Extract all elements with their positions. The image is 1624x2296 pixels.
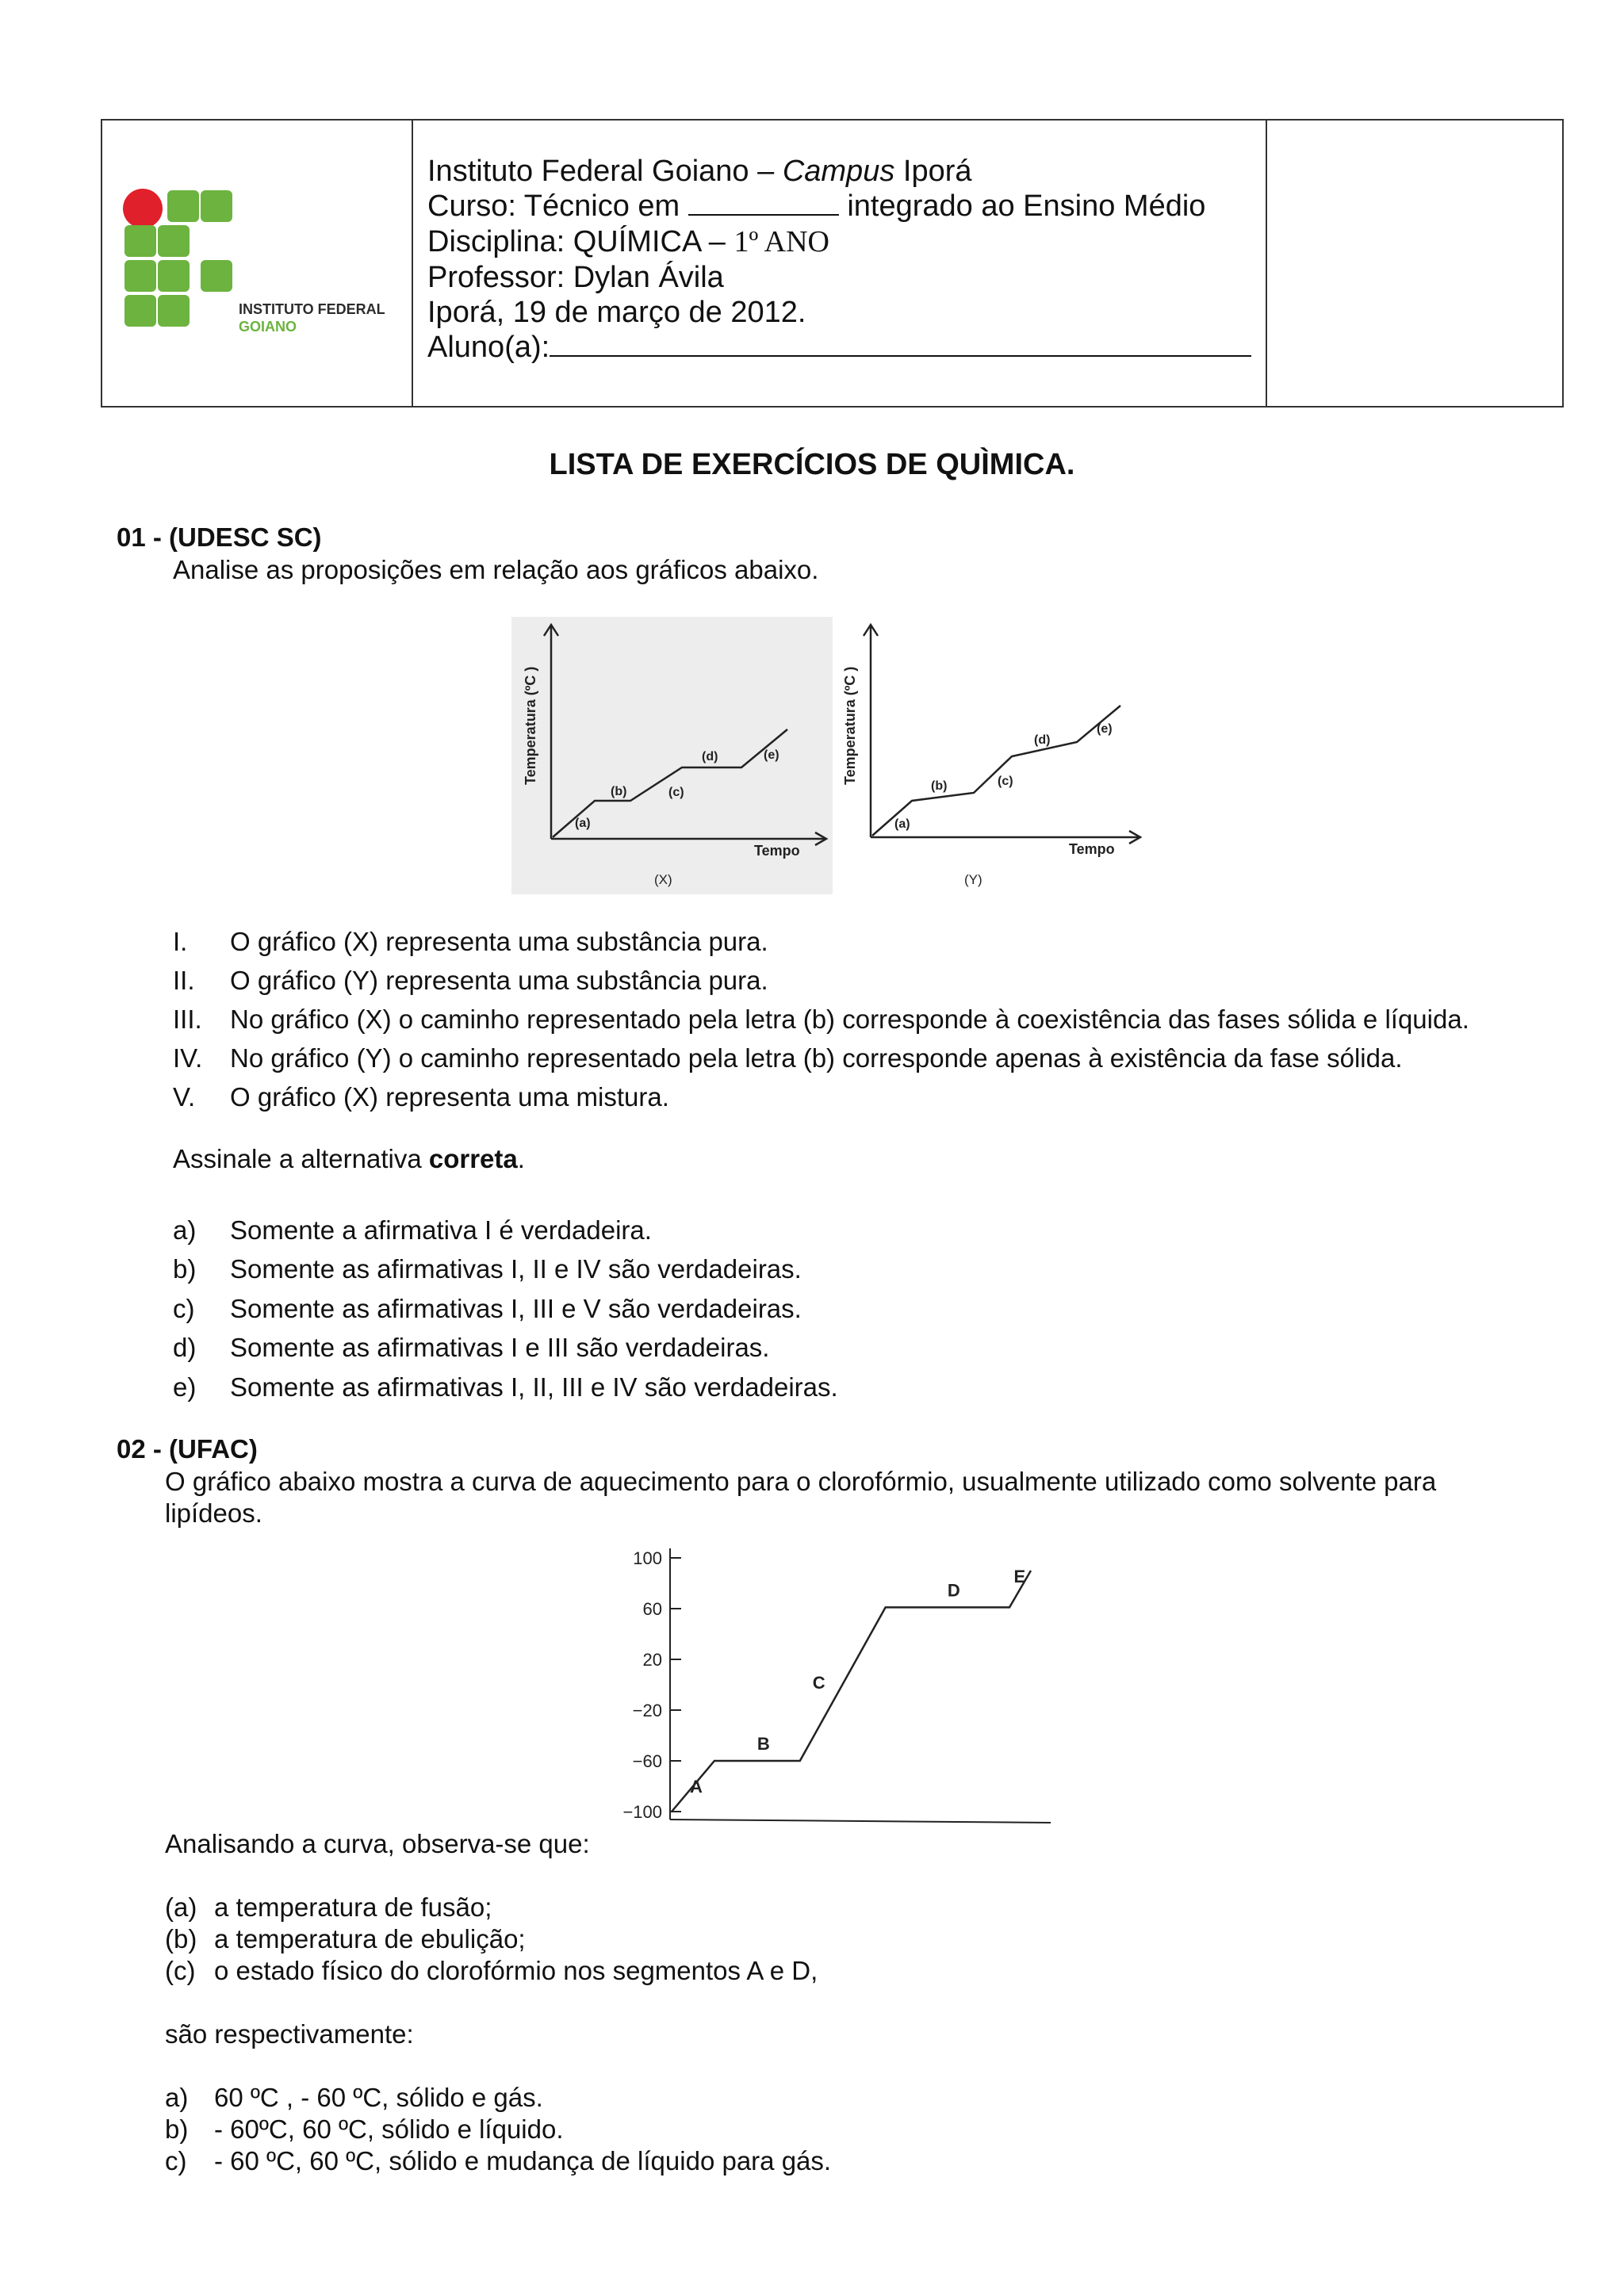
- q1-intro: Analise as proposições em relação aos gráficos abaixo.: [173, 555, 819, 584]
- graph-x-label-a: (a): [575, 817, 591, 830]
- chart-x-axis: [670, 1820, 1051, 1823]
- y-tick-label: 100: [633, 1548, 662, 1568]
- q2-intro-line1: O gráfico abaixo mostra a curva de aquecimento para o clorofórmio, usualmente utilizado como solvente para: [165, 1467, 1437, 1496]
- header-table: [101, 119, 1564, 408]
- graph-y-label-e: (e): [1097, 722, 1113, 736]
- heating-curve-chart: [611, 1534, 1055, 1831]
- graph-x-ylabel: Temperatura (ºC ): [523, 666, 538, 785]
- proposition-num: I.: [173, 927, 188, 956]
- proposition-text: O gráfico (X) representa uma mistura.: [230, 1082, 669, 1112]
- proposition-num: V.: [173, 1082, 196, 1112]
- proposition-text: O gráfico (Y) representa uma substância pura.: [230, 966, 768, 995]
- option-text[interactable]: - 60ºC, 60 ºC, sólido e líquido.: [214, 2114, 564, 2144]
- segment-label-a: A: [689, 1777, 703, 1797]
- discipline-line: Disciplina: QUÍMICA – 1º ANO: [427, 225, 829, 258]
- q1-instruction: Assinale a alternativa correta.: [173, 1144, 525, 1173]
- heating-curve-line: [672, 1571, 1031, 1812]
- item-text: a temperatura de ebulição;: [214, 1924, 526, 1954]
- professor-line: Professor: Dylan Ávila: [427, 261, 724, 294]
- graph-x: [511, 617, 833, 894]
- proposition-text: No gráfico (Y) o caminho representado pela letra (b) corresponde apenas à existência da fase sólida.: [230, 1043, 1403, 1073]
- graph-y-label-c: (c): [998, 775, 1013, 788]
- option-letter[interactable]: c): [173, 1294, 195, 1323]
- page-title: LISTA DE EXERCÍCIOS DE QUÌMICA.: [549, 448, 1075, 481]
- logo-text-line1: INSTITUTO FEDERAL: [239, 301, 385, 317]
- segment-label-b: B: [756, 1734, 770, 1754]
- option-text[interactable]: Somente as afirmativas I, III e V são verdadeiras.: [230, 1294, 802, 1323]
- graph-y: [831, 617, 1148, 894]
- graph-y-label-d: (d): [1034, 733, 1051, 747]
- graph-y-label-b: (b): [931, 779, 948, 793]
- option-letter[interactable]: c): [165, 2146, 187, 2175]
- logo-text-line2: GOIANO: [239, 319, 297, 335]
- option-text[interactable]: Somente as afirmativas I, II, III e IV são verdadeiras.: [230, 1372, 838, 1402]
- option-text[interactable]: Somente a afirmativa I é verdadeira.: [230, 1215, 652, 1245]
- graph-x-label-b: (b): [611, 785, 627, 798]
- graph-x-label-d: (d): [702, 750, 718, 763]
- item-text: a temperatura de fusão;: [214, 1892, 492, 1922]
- proposition-num: IV.: [173, 1043, 203, 1073]
- segment-label-d: D: [947, 1580, 960, 1601]
- proposition-num: III.: [173, 1004, 202, 1034]
- graph-x-label-c: (c): [668, 786, 684, 799]
- student-name-blank[interactable]: [550, 331, 1251, 357]
- option-letter[interactable]: e): [173, 1372, 197, 1402]
- proposition-text: No gráfico (X) o caminho representado pela letra (b) corresponde à coexistência das fases sólida e líquida.: [230, 1004, 1469, 1034]
- item-letter: (b): [165, 1924, 197, 1954]
- y-tick-label: 60: [642, 1599, 662, 1619]
- graph-y-ylabel: Temperatura (ºC ): [842, 666, 858, 785]
- q2-respectively: são respectivamente:: [165, 2019, 414, 2049]
- date-line: Iporá, 19 de março de 2012.: [427, 296, 806, 329]
- y-tick-label: 20: [642, 1650, 662, 1670]
- logo-cell: [102, 121, 413, 406]
- course-line: Curso: Técnico em integrado ao Ensino Médio: [427, 189, 1206, 223]
- institution-line: Instituto Federal Goiano – Campus Iporá: [427, 155, 972, 188]
- y-tick-label: −60: [632, 1751, 662, 1771]
- option-letter[interactable]: b): [165, 2114, 189, 2144]
- graph-x-xlabel: Tempo: [754, 843, 800, 859]
- proposition-text: O gráfico (X) representa uma substância pura.: [230, 927, 768, 956]
- option-text[interactable]: Somente as afirmativas I e III são verdadeiras.: [230, 1333, 770, 1362]
- y-tick-label: −20: [632, 1701, 662, 1720]
- option-letter[interactable]: a): [173, 1215, 197, 1245]
- option-text[interactable]: Somente as afirmativas I, II e IV são verdadeiras.: [230, 1254, 802, 1284]
- option-letter[interactable]: a): [165, 2083, 189, 2112]
- graph-x-label-e: (e): [764, 748, 779, 762]
- segment-label-c: C: [812, 1673, 825, 1693]
- option-text[interactable]: - 60 ºC, 60 ºC, sólido e mudança de líquido para gás.: [214, 2146, 832, 2175]
- graph-y-caption: (Y): [964, 872, 982, 887]
- q2-intro-line2: lipídeos.: [165, 1498, 262, 1528]
- q2-heading: 02 - (UFAC): [117, 1434, 258, 1464]
- proposition-num: II.: [173, 966, 195, 995]
- course-blank[interactable]: [688, 190, 839, 216]
- graph-y-label-a: (a): [894, 817, 910, 831]
- empty-grade-cell: [1266, 121, 1564, 406]
- graph-y-xlabel: Tempo: [1069, 841, 1115, 857]
- q2-analysis: Analisando a curva, observa-se que:: [165, 1829, 590, 1858]
- y-tick-label: −100: [622, 1802, 662, 1822]
- student-line: Aluno(a):: [427, 330, 1251, 365]
- item-letter: (c): [165, 1956, 196, 1985]
- option-text[interactable]: 60 ºC , - 60 ºC, sólido e gás.: [214, 2083, 543, 2112]
- option-letter[interactable]: b): [173, 1254, 197, 1284]
- graph-x-caption: (X): [654, 872, 672, 887]
- segment-label-e: E: [1013, 1567, 1026, 1587]
- item-letter: (a): [165, 1892, 197, 1922]
- q1-heading: 01 - (UDESC SC): [117, 522, 322, 552]
- option-letter[interactable]: d): [173, 1333, 197, 1362]
- item-text: o estado físico do clorofórmio nos segmentos A e D,: [214, 1956, 818, 1985]
